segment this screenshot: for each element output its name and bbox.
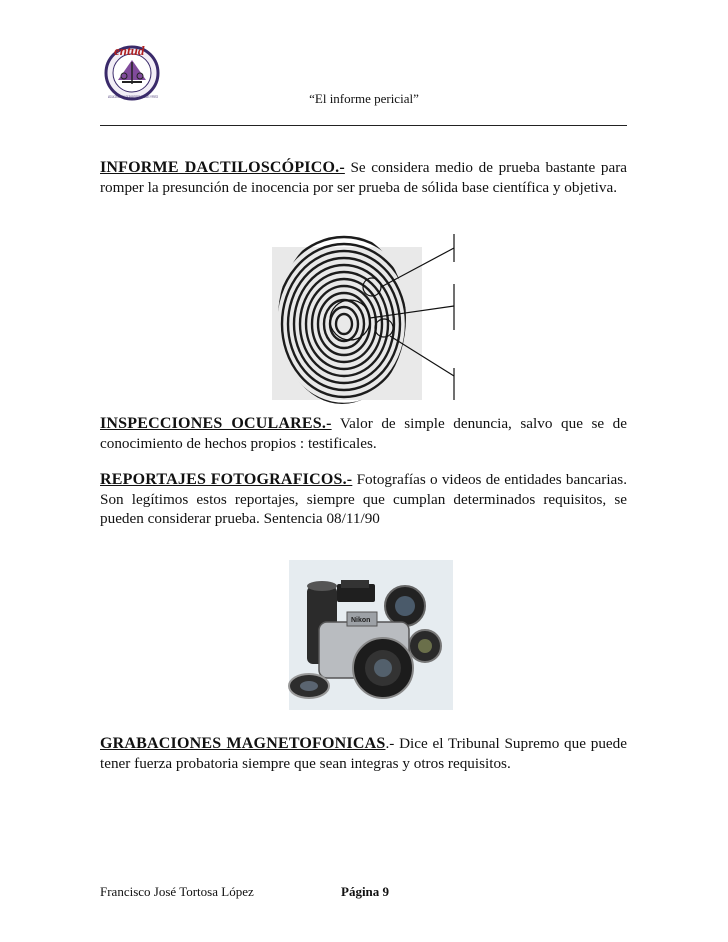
section-reportajes — [100, 470, 627, 529]
section-text: Se considera medio de prueba bastante para romper la presunción de inocencia por ser prueba de sólida base científica y objetiva. — [100, 159, 628, 196]
footer-page-number: Página 9 — [341, 884, 390, 899]
section-dactiloscopico — [100, 158, 627, 197]
section-heading: GRABACIONES MAGNETOFONICAS — [100, 735, 386, 752]
section-heading: INFORME DACTILOSCÓPICO.- — [100, 159, 345, 176]
section-inspecciones — [100, 414, 627, 453]
section-text: Valor de simple denuncia, salvo que se de conocimiento de hechos propios : testificales. — [100, 415, 627, 452]
logo-wordmark: entud — [114, 43, 145, 58]
header-title: “El informe pericial” — [309, 91, 419, 106]
logo-ring-text: ASOCIACIÓN NACIONAL DE TASADORES DE ENTIDADES Y PERITOS — [108, 95, 220, 99]
section-grabaciones — [100, 734, 627, 773]
fingerprint-icon — [272, 232, 467, 400]
section-text: .- Dice el Tribunal Supremo que puede tener fuerza probatoria siempre que sean integras y otros requisitos. — [100, 735, 627, 772]
section-heading: REPORTAJES FOTOGRAFICOS.- — [100, 471, 353, 488]
footer-author: Francisco José Tortosa López — [100, 884, 254, 899]
camera-brand-label: Nikon — [351, 617, 371, 624]
section-heading: INSPECCIONES OCULARES.- — [100, 415, 332, 432]
section-text: Fotografías o videos de entidades bancarias. Son legítimos estos reportajes, siempre que cumplan determinados requisitos, se pueden considerar prueba. Sentencia 08/11/90 — [100, 471, 628, 527]
camera-icon — [285, 556, 457, 714]
header-divider — [100, 125, 627, 126]
